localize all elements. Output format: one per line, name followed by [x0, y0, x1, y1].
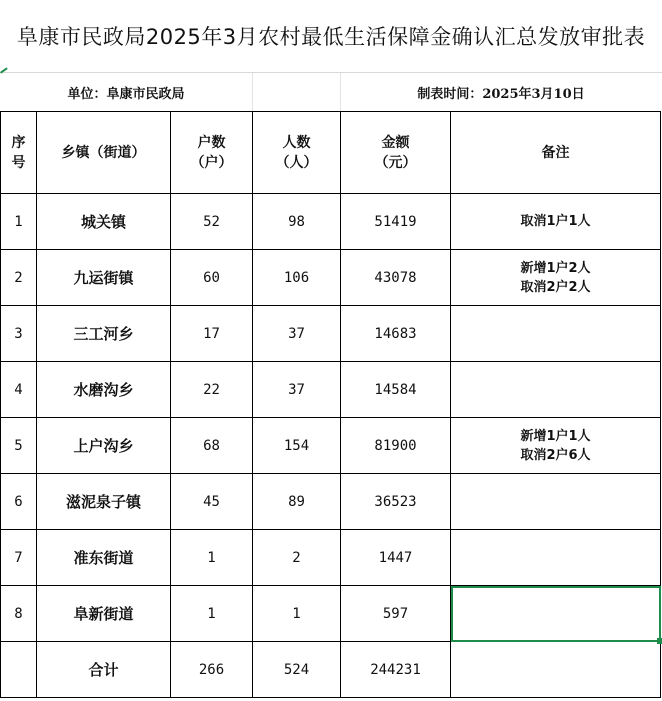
- cell-people[interactable]: 2: [253, 530, 341, 586]
- header-seq-line2: 号: [11, 154, 26, 171]
- cell-remark[interactable]: [451, 474, 661, 530]
- cell-seq[interactable]: 4: [1, 362, 37, 418]
- cell-amount[interactable]: 81900: [341, 418, 451, 474]
- cell-remark[interactable]: [451, 530, 661, 586]
- table-row: [1, 362, 661, 418]
- cell-town[interactable]: 准东街道: [37, 530, 171, 586]
- cell-gridline: [252, 73, 253, 111]
- cell-seq[interactable]: 3: [1, 306, 37, 362]
- cell-amount[interactable]: 597: [341, 586, 451, 642]
- header-amount-line2: （元）: [374, 154, 417, 171]
- cell-seq[interactable]: 5: [1, 418, 37, 474]
- cell-seq-empty[interactable]: [1, 642, 37, 698]
- cell-people[interactable]: 1: [253, 586, 341, 642]
- cell-town[interactable]: 水磨沟乡: [37, 362, 171, 418]
- cell-people[interactable]: 98: [253, 194, 341, 250]
- cell-households[interactable]: 17: [171, 306, 253, 362]
- cell-people[interactable]: 106: [253, 250, 341, 306]
- remark-line: 新增1户2人: [520, 260, 591, 276]
- cell-town[interactable]: 滋泥泉子镇: [37, 474, 171, 530]
- remark-line: 新增1户1人: [520, 428, 591, 444]
- cell-remark[interactable]: [451, 306, 661, 362]
- total-people[interactable]: 524: [253, 642, 341, 698]
- header-row: [1, 112, 661, 194]
- date-label[interactable]: 制表时间：2025年3月10日: [417, 86, 585, 102]
- total-label[interactable]: 合计: [37, 642, 171, 698]
- table-row: [1, 194, 661, 250]
- cell-amount[interactable]: 36523: [341, 474, 451, 530]
- header-amount[interactable]: [341, 112, 451, 194]
- cell-remark[interactable]: [451, 362, 661, 418]
- cell-households[interactable]: 1: [171, 586, 253, 642]
- header-people[interactable]: [253, 112, 341, 194]
- table-row: [1, 474, 661, 530]
- header-people-line2: （人）: [275, 154, 318, 171]
- cell-town[interactable]: 九运街镇: [37, 250, 171, 306]
- table-row: [1, 306, 661, 362]
- header-town[interactable]: 乡镇（街道）: [37, 112, 171, 194]
- header-remark[interactable]: 备注: [451, 112, 661, 194]
- header-households[interactable]: [171, 112, 253, 194]
- cell-households[interactable]: 1: [171, 530, 253, 586]
- total-amount[interactable]: 244231: [341, 642, 451, 698]
- fill-handle[interactable]: [657, 638, 662, 644]
- cell-amount[interactable]: 51419: [341, 194, 451, 250]
- total-row: [1, 642, 661, 698]
- table-row: [1, 586, 661, 642]
- cell-people[interactable]: 37: [253, 362, 341, 418]
- cell-households[interactable]: 60: [171, 250, 253, 306]
- cell-people[interactable]: 37: [253, 306, 341, 362]
- header-people-line1: 人数: [282, 134, 311, 151]
- cell-amount[interactable]: 43078: [341, 250, 451, 306]
- cell-seq[interactable]: 1: [1, 194, 37, 250]
- remark-line: 取消1户1人: [520, 214, 591, 229]
- cell-households[interactable]: 22: [171, 362, 253, 418]
- cell-households[interactable]: 68: [171, 418, 253, 474]
- cell-households[interactable]: 45: [171, 474, 253, 530]
- total-remark[interactable]: [451, 642, 661, 698]
- cell-town[interactable]: 阜新街道: [37, 586, 171, 642]
- cell-households[interactable]: 52: [171, 194, 253, 250]
- cell-remark-selected[interactable]: [451, 586, 661, 642]
- cell-seq[interactable]: 7: [1, 530, 37, 586]
- cell-remark[interactable]: [451, 250, 661, 306]
- table-row: [1, 250, 661, 306]
- remark-line: 取消2户6人: [520, 447, 591, 463]
- header-seq-line1: 序: [11, 134, 26, 151]
- header-households-line1: 户数: [197, 134, 226, 151]
- cell-town[interactable]: 三工河乡: [37, 306, 171, 362]
- total-households[interactable]: 266: [171, 642, 253, 698]
- remark-line: 取消2户2人: [520, 279, 591, 295]
- cell-seq[interactable]: 6: [1, 474, 37, 530]
- table-row: [1, 530, 661, 586]
- cell-amount[interactable]: 1447: [341, 530, 451, 586]
- cell-people[interactable]: 154: [253, 418, 341, 474]
- cell-town[interactable]: 上户沟乡: [37, 418, 171, 474]
- sheet-title: 阜康市民政局2025年3月农村最低生活保障金确认汇总发放审批表: [16, 25, 646, 49]
- cell-town[interactable]: 城关镇: [37, 194, 171, 250]
- cell-remark[interactable]: [451, 418, 661, 474]
- cell-amount[interactable]: 14584: [341, 362, 451, 418]
- cell-seq[interactable]: 2: [1, 250, 37, 306]
- cell-seq[interactable]: 8: [1, 586, 37, 642]
- header-amount-line1: 金额: [381, 134, 410, 151]
- cell-people[interactable]: 89: [253, 474, 341, 530]
- cell-amount[interactable]: 14683: [341, 306, 451, 362]
- header-seq[interactable]: [1, 112, 37, 194]
- cell-remark[interactable]: [451, 194, 661, 250]
- unit-label[interactable]: 单位：阜康市民政局: [67, 86, 185, 102]
- summary-table: [0, 111, 661, 698]
- table-row: [1, 418, 661, 474]
- header-households-line2: （户）: [190, 154, 233, 171]
